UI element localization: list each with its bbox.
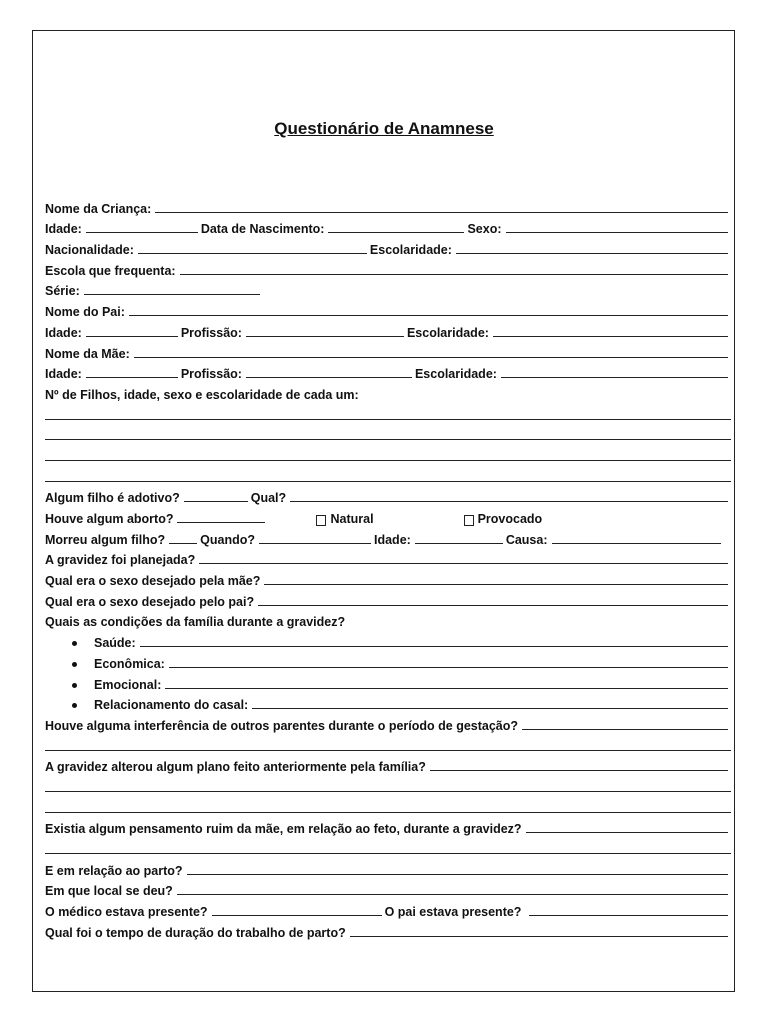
label-planejada: A gravidez foi planejada? (45, 553, 196, 568)
input-filhos-line[interactable] (45, 407, 731, 420)
checkbox-natural[interactable] (316, 515, 326, 526)
row-condicoes (45, 609, 731, 630)
input-filhos-line[interactable] (45, 427, 731, 440)
input-nome-crianca[interactable] (155, 200, 728, 213)
label-idade-crianca: Idade: (45, 222, 82, 237)
input-nome-pai[interactable] (129, 303, 728, 316)
input-data-nascimento[interactable] (328, 220, 464, 233)
input-escolaridade-crianca[interactable] (456, 241, 728, 254)
row-nome-pai (45, 298, 731, 319)
label-idade-mae: Idade: (45, 367, 82, 382)
row-parto (45, 857, 731, 878)
input-profissao-mae[interactable] (246, 365, 412, 378)
input-filhos-line[interactable] (45, 469, 731, 482)
row-emocional (45, 671, 731, 692)
label-escolaridade-pai: Escolaridade: (406, 325, 489, 340)
row-idade-nascimento-sexo (45, 216, 731, 237)
anamnese-form (45, 195, 731, 940)
input-escolaridade-mae[interactable] (501, 365, 728, 378)
input-relacionamento[interactable] (252, 696, 728, 709)
input-escola[interactable] (180, 262, 728, 275)
label-escola: Escola que frequenta: (45, 263, 176, 278)
row-alterou-line-2 (45, 795, 731, 816)
row-filhos-line-4 (45, 464, 731, 485)
label-idade-pai: Idade: (45, 325, 82, 340)
input-morreu[interactable] (169, 531, 197, 544)
row-sexo-mae (45, 567, 731, 588)
row-interferencia-line (45, 733, 731, 754)
input-sexo-pai[interactable] (258, 593, 728, 606)
input-nome-mae[interactable] (134, 345, 728, 358)
label-pensamento: Existia algum pensamento ruim da mãe, em relação ao feto, durante a gravidez? (45, 822, 522, 837)
label-interferencia: Houve alguma interferência de outros parentes durante o período de gestação? (45, 718, 519, 733)
bullet-icon (72, 641, 77, 646)
row-morreu (45, 526, 731, 547)
label-filhos: Nº de Filhos, idade, sexo e escolaridade de cada um: (45, 387, 359, 402)
input-sexo[interactable] (506, 220, 728, 233)
input-profissao-pai[interactable] (246, 324, 404, 337)
bullet-icon (72, 703, 77, 708)
input-saude[interactable] (140, 634, 728, 647)
row-alterou-line-1 (45, 774, 731, 795)
bullet-icon (72, 683, 77, 688)
label-data-nascimento: Data de Nascimento: (200, 222, 325, 237)
checkbox-provocado[interactable] (464, 515, 474, 526)
label-economica: Econômica: (94, 656, 165, 671)
row-pensamento-line (45, 836, 731, 857)
row-interferencia (45, 712, 731, 733)
row-serie (45, 278, 731, 299)
row-escola (45, 257, 731, 278)
label-medico: O médico estava presente? (45, 905, 208, 920)
input-interferencia-line[interactable] (45, 738, 731, 751)
label-profissao-mae: Profissão: (180, 367, 242, 382)
label-pai-presente: O pai estava presente? (384, 905, 522, 920)
label-causa: Causa: (505, 532, 548, 547)
input-idade-morte[interactable] (415, 531, 503, 544)
row-mae-dados (45, 361, 731, 382)
row-duracao (45, 919, 731, 940)
input-nacionalidade[interactable] (138, 241, 367, 254)
input-escolaridade-pai[interactable] (493, 324, 728, 337)
input-pai-presente[interactable] (529, 903, 728, 916)
row-filhos-line-3 (45, 443, 731, 464)
input-filhos-line[interactable] (45, 448, 731, 461)
label-profissao-pai: Profissão: (180, 325, 242, 340)
row-filhos-line-1 (45, 402, 731, 423)
input-sexo-mae[interactable] (264, 572, 728, 585)
label-adotivo: Algum filho é adotivo? (45, 491, 180, 506)
label-escolaridade-mae: Escolaridade: (414, 367, 497, 382)
label-serie: Série: (45, 284, 80, 299)
label-condicoes: Quais as condições da família durante a gravidez? (45, 615, 346, 630)
input-qual[interactable] (290, 489, 728, 502)
row-saude (45, 629, 731, 650)
label-aborto: Houve algum aborto? (45, 512, 174, 526)
input-parto[interactable] (187, 862, 728, 875)
row-sexo-pai (45, 588, 731, 609)
label-nome-pai: Nome do Pai: (45, 305, 125, 320)
input-quando[interactable] (259, 531, 371, 544)
input-alterou[interactable] (430, 758, 728, 771)
label-emocional: Emocional: (94, 677, 162, 692)
row-nome-crianca (45, 195, 731, 216)
label-morreu: Morreu algum filho? (45, 532, 166, 547)
input-idade-pai[interactable] (86, 324, 178, 337)
row-economica (45, 650, 731, 671)
input-alterou-line[interactable] (45, 800, 731, 813)
input-serie[interactable] (84, 282, 260, 295)
label-nome-crianca: Nome da Criança: (45, 201, 152, 216)
row-filhos-line-2 (45, 423, 731, 444)
input-medico[interactable] (212, 903, 382, 916)
label-nacionalidade: Nacionalidade: (45, 243, 134, 258)
label-provocado: Provocado (477, 512, 543, 526)
label-idade-morte: Idade: (374, 532, 411, 547)
row-pai-dados (45, 319, 731, 340)
input-local[interactable] (177, 882, 728, 895)
label-sexo-mae: Qual era o sexo desejado pela mãe? (45, 574, 261, 589)
row-adotivo (45, 485, 731, 506)
input-alterou-line[interactable] (45, 779, 731, 792)
input-emocional[interactable] (165, 676, 728, 689)
label-sexo: Sexo: (467, 222, 502, 237)
row-filhos (45, 381, 731, 402)
label-natural: Natural (330, 512, 374, 526)
row-aborto (45, 505, 731, 526)
row-pensamento (45, 816, 731, 837)
input-planejada[interactable] (199, 551, 728, 564)
input-adotivo[interactable] (184, 489, 248, 502)
row-alterou (45, 754, 731, 775)
input-aborto[interactable] (177, 510, 265, 523)
bullet-icon (72, 662, 77, 667)
row-planejada (45, 547, 731, 568)
label-saude: Saúde: (94, 636, 136, 651)
row-nome-mae (45, 340, 731, 361)
input-duracao[interactable] (350, 924, 728, 937)
label-relacionamento: Relacionamento do casal: (94, 698, 249, 713)
input-interferencia[interactable] (522, 717, 728, 730)
input-economica[interactable] (169, 655, 728, 668)
input-idade-crianca[interactable] (86, 220, 198, 233)
row-nacionalidade (45, 236, 731, 257)
row-presenca (45, 898, 731, 919)
input-pensamento[interactable] (526, 820, 728, 833)
label-local: Em que local se deu? (45, 884, 173, 899)
row-relacionamento (45, 692, 731, 713)
label-alterou: A gravidez alterou algum plano feito anteriormente pela família? (45, 760, 426, 775)
label-parto: E em relação ao parto? (45, 863, 183, 878)
label-nome-mae: Nome da Mãe: (45, 346, 130, 361)
input-pensamento-line[interactable] (45, 841, 731, 854)
label-sexo-pai: Qual era o sexo desejado pelo pai? (45, 594, 255, 609)
label-duracao: Qual foi o tempo de duração do trabalho de parto? (45, 925, 346, 940)
label-escolaridade-crianca: Escolaridade: (369, 243, 452, 258)
row-local (45, 878, 731, 899)
input-causa[interactable] (552, 531, 722, 544)
page-title: Questionário de Anamnese (274, 119, 494, 138)
label-qual: Qual? (250, 491, 287, 506)
label-quando: Quando? (200, 532, 255, 547)
input-idade-mae[interactable] (86, 365, 178, 378)
